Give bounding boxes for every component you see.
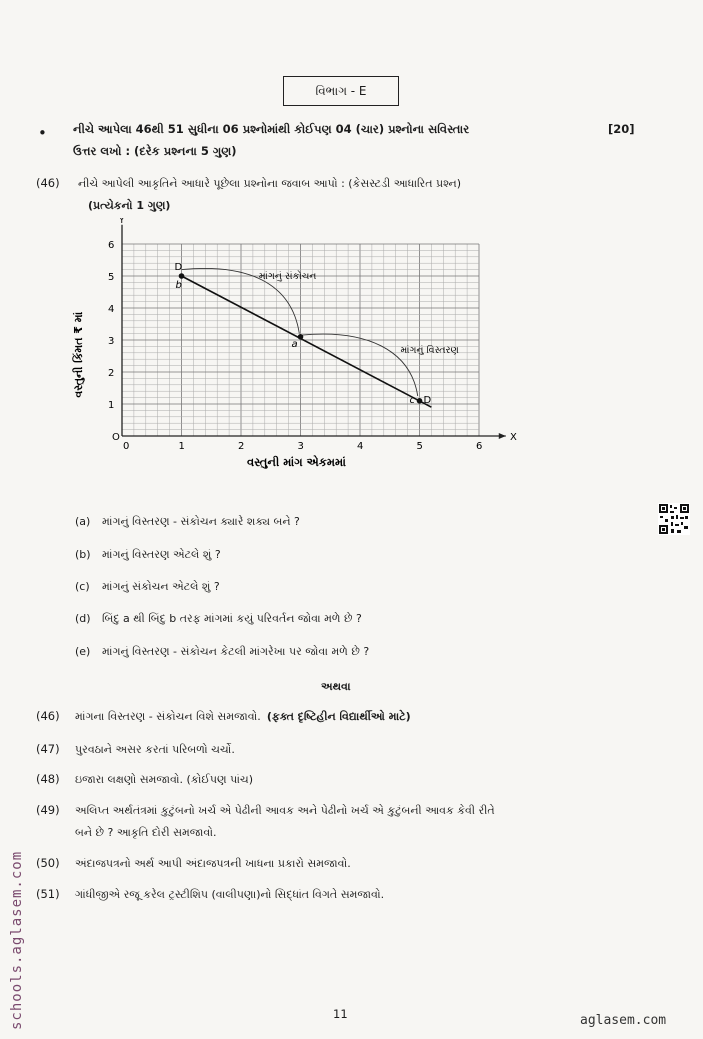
x-tick-label: 5	[416, 441, 423, 452]
point-marker	[417, 398, 423, 404]
instruction-line-1: નીચે આપેલા 46થી 51 સુધીના 06 પ્રશ્નોમાંથી કોઈપણ 04 (ચાર) પ્રશ્નોના સવિસ્તાર	[73, 122, 470, 136]
question-number: (46)	[36, 709, 60, 723]
point-label: c	[409, 394, 415, 406]
question-text	[75, 888, 384, 902]
section-title: વિભાગ - E	[315, 83, 367, 98]
annotation-extension: માંગનું વિસ્તરણ	[400, 344, 459, 356]
question-text-main: અલિપ્ત અર્થતંત્રમાં કુટુંબનો ખર્ચ એ પેઢીની આવક અને પેઢીનો ખર્ચ એ કુટુંબની આવક કેવી રીતે	[75, 804, 495, 817]
x-tick-label: 4	[357, 441, 364, 452]
x-axis-arrow	[499, 433, 506, 439]
x-axis-letter: X	[509, 432, 517, 443]
question-46-marks-note: (પ્રત્યેકનો 1 ગુણ)	[88, 199, 171, 212]
page-number: 11	[333, 1007, 348, 1021]
x-tick-label: 2	[238, 441, 245, 452]
point-label: a	[291, 338, 298, 350]
y-tick-label: 2	[108, 368, 115, 379]
question-text-main: માંગના વિસ્તરણ - સંકોચન વિશે સમજાવો.	[75, 710, 261, 723]
question-number: (47)	[36, 742, 60, 756]
question-number: (51)	[36, 887, 60, 901]
question-text-main: પુરવઠાને અસર કરતાં પરિબળો ચર્ચો.	[75, 743, 235, 756]
x-axis-title: વસ્તુની માંગ એકમમાં	[246, 455, 346, 469]
sub-question-label: (b)	[75, 548, 91, 561]
question-text	[75, 857, 351, 871]
question-text	[75, 773, 253, 787]
origin-label: O	[112, 432, 120, 443]
sub-question-label: (e)	[75, 645, 91, 658]
y-axis-title: વસ્તુની કિંમત ₹ માં	[72, 311, 85, 398]
question-46-number: (46)	[36, 176, 60, 190]
qr-code	[658, 503, 690, 535]
point-marker	[298, 334, 304, 340]
bottom-watermark: aglasem.com	[580, 1013, 667, 1028]
annotation-contraction: માંગનું સંકોચન	[258, 271, 317, 283]
sub-question-text: માંગનું વિસ્તરણ - સંકોચન ક્યારે શક્ય બને ?	[102, 515, 300, 528]
sub-question-label: (c)	[75, 580, 90, 593]
section-title-box	[283, 76, 399, 106]
x-tick-label: 0	[123, 441, 130, 452]
question-text-main: ગાંધીજીએ રજૂ કરેલ ટ્રસ્ટીશિપ (વાલીપણા)નો સિદ્ધાંત વિગતે સમજાવો.	[75, 888, 385, 901]
demand-chart	[60, 218, 520, 478]
question-text	[75, 804, 495, 818]
side-watermark: schools.aglasem.com	[9, 850, 25, 1030]
question-46-text: નીચે આપેલી આકૃતિને આધારે પૂછેલા પ્રશ્નોના જવાબ આપો : (કેસસ્ટડી આધારિત પ્રશ્ન)	[78, 177, 461, 190]
extension-arc	[301, 334, 418, 396]
question-number: (49)	[36, 803, 60, 817]
y-tick-label: 3	[108, 336, 115, 347]
instruction-marks: [20]	[608, 122, 635, 136]
point-marker	[179, 273, 185, 279]
sub-question-label: (d)	[75, 612, 91, 625]
point-label: D	[174, 262, 183, 273]
instruction-bullet: •	[38, 124, 47, 142]
question-text-main: ઇજારા લક્ષણો સમજાવો. (કોઈપણ પાંચ)	[75, 773, 254, 786]
x-tick-label: 1	[178, 441, 185, 452]
question-text	[75, 710, 411, 724]
instruction-line-2: ઉત્તર લખો : (દરેક પ્રશ્નના 5 ગુણ)	[73, 144, 237, 158]
demand-curve	[182, 276, 432, 407]
y-tick-label: 4	[108, 304, 115, 315]
point-label: D	[423, 394, 432, 406]
question-number: (50)	[36, 856, 60, 870]
y-tick-label: 6	[108, 240, 115, 251]
sub-question-label: (a)	[75, 515, 91, 528]
y-tick-label: 1	[108, 400, 115, 411]
question-text	[75, 743, 235, 757]
question-text-main: અંદાજપત્રનો અર્થ આપી અંદાજપત્રની ખાધના પ્રકારો સમજાવો.	[75, 857, 351, 870]
y-axis-letter: Y	[119, 218, 125, 227]
sub-question-text: માંગનું વિસ્તરણ એટલે શું ?	[102, 548, 221, 561]
sub-question-text: માંગનું સંકોચન એટલે શું ?	[102, 580, 220, 593]
question-text-continued: બને છે ? આકૃતિ દોરી સમજાવો.	[75, 826, 217, 839]
x-tick-label: 3	[297, 441, 304, 452]
sub-question-text: બિંદુ a થી બિંદુ b તરફ માંગમાં કયું પરિવર્તન જોવા મળે છે ?	[102, 612, 362, 625]
question-number: (48)	[36, 772, 60, 786]
y-tick-label: 5	[108, 272, 115, 283]
x-tick-label: 6	[476, 441, 483, 452]
demand-chart-svg	[60, 218, 520, 478]
sub-question-text: માંગનું વિસ્તરણ - સંકોચન કેટલી માંગરેખા પર જોવા મળે છે ?	[102, 645, 370, 658]
question-bold-note: (ફક્ત દૃષ્ટિહીન વિદ્યાર્થીઓ માટે)	[266, 710, 411, 723]
or-label: અથવા	[321, 680, 351, 693]
point-label: b	[175, 280, 182, 291]
